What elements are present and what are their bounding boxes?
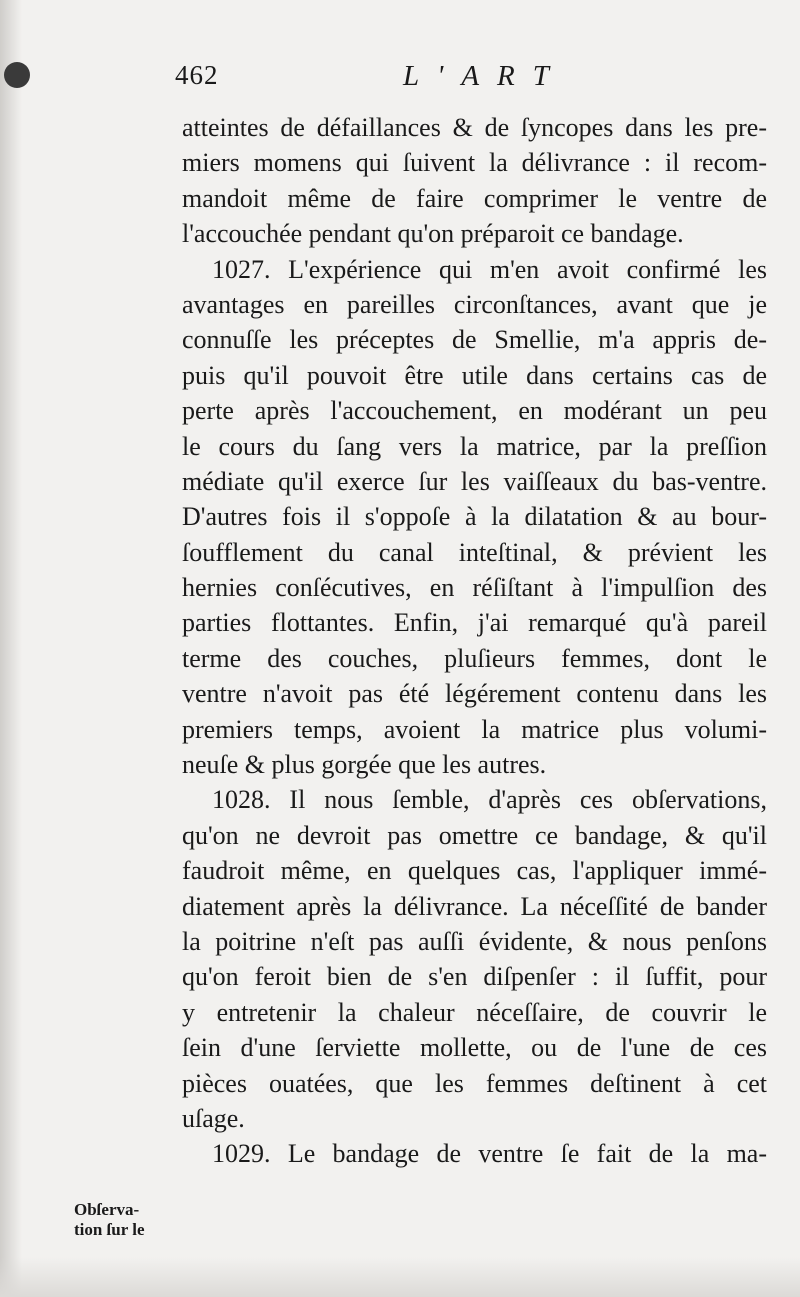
margin-note-line: tion ſur le [74,1220,145,1239]
page-edge-shadow [0,0,22,1297]
text-line: qu'on feroit bien de s'en diſpenſer : il ſuffit, pour [182,962,767,992]
text-line: miers momens qui ſuivent la délivrance : il recom- [182,148,767,178]
text-line: faudroit même, en quelques cas, l'appliquer immé- [182,856,767,886]
text-line: atteintes de défaillances & de ſyncopes dans les pre- [182,113,767,142]
paragraph-1027-start: 1027. L'expérience qui m'en avoit confirmé les [212,254,767,284]
text-line: ventre n'avoit pas été légérement contenu dans les [182,679,767,709]
text-line: le cours du ſang vers la matrice, par la preſſion [182,431,767,461]
text-line: ſoufflement du canal inteſtinal, & prévient les [182,537,767,567]
text-line: pièces ouatées, que les femmes deſtinent à cet [182,1068,767,1098]
text-line: parties flottantes. Enfin, j'ai remarqué qu'à pareil [182,608,767,638]
text-line: D'autres fois il s'oppoſe à la dilatation & au bour- [182,502,767,532]
text-line: uſage. [182,1103,245,1133]
text-line: hernies conſécutives, en réſiſtant à l'impulſion des [182,573,767,603]
text-line: terme des couches, pluſieurs femmes, dont le [182,643,767,673]
text-line: diatement après la délivrance. La néceſſité de bander [182,891,767,921]
running-title: L'ART [403,60,567,92]
text-line: la poitrine n'eſt pas auſſi évidente, & nous penſons [182,926,767,956]
text-line: mandoit même de faire comprimer le ventre de [182,183,767,213]
text-line: neuſe & plus gorgée que les autres. [182,750,547,780]
paragraph-1028-start: 1028. Il nous ſemble, d'après ces obſervations, [212,785,767,815]
paragraph-1029-start: 1029. Le bandage de ventre ſe fait de la ma- [212,1139,767,1169]
text-line: connuſſe les préceptes de Smellie, m'a appris de- [182,325,767,355]
body-text [182,110,767,1172]
page-bottom-shade [0,1257,800,1297]
text-line: ſein d'une ſerviette mollette, ou de l'une de ces [182,1033,767,1063]
ink-blot [4,62,30,88]
text-line: premiers temps, avoient la matrice plus volumi- [182,714,767,744]
text-line: avantages en pareilles circonſtances, avant que je [182,289,767,319]
page-number: 462 [175,60,219,90]
text-line: l'accouchée pendant qu'on préparoit ce bandage. [182,219,684,249]
text-line: puis qu'il pouvoit être utile dans certains cas de [182,360,767,390]
text-line: médiate qu'il exerce ſur les vaiſſeaux du bas-ventre. [182,466,767,496]
text-line: qu'on ne devroit pas omettre ce bandage, & qu'il [182,820,767,850]
margin-note-line: Obſerva- [74,1200,140,1219]
running-head [175,60,775,104]
text-line: y entretenir la chaleur néceſſaire, de couvrir le [182,997,767,1027]
margin-note [74,1200,184,1240]
text-line: perte après l'accouchement, en modérant un peu [182,396,767,426]
